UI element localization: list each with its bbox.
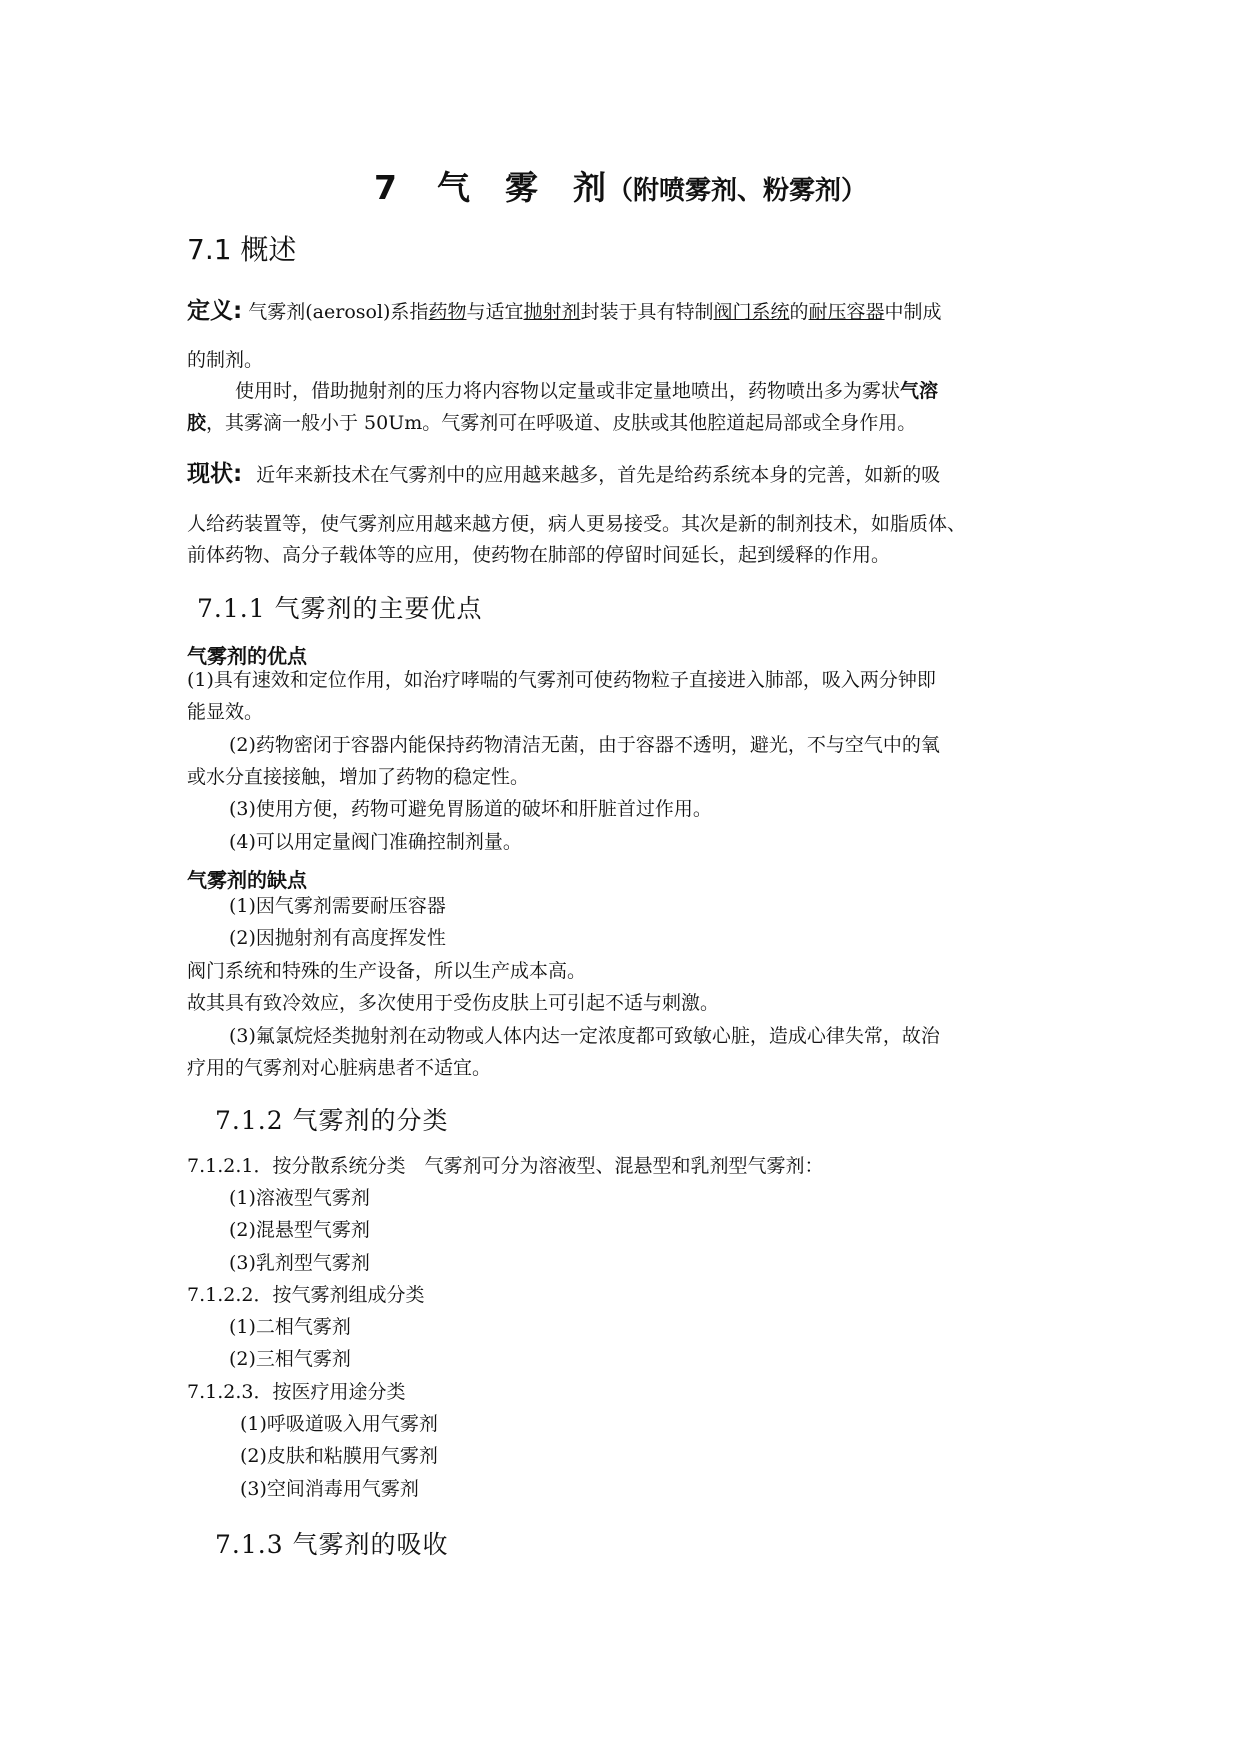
section-heading-7-1-2: 7.1.2 气雾剂的分类: [215, 1106, 449, 1135]
status-line-3: 前体药物、高分子载体等的应用，使药物在肺部的停留时间延长，起到缓释的作用。: [187, 544, 891, 566]
definition-text: 与适宜: [466, 301, 524, 323]
advantage-1-line-1: (1)具有速效和定位作用，如治疗哮喘的气雾剂可使药物粒子直接进入肺部，吸入两分钟即: [187, 669, 936, 691]
title-char-1: 气: [436, 168, 471, 207]
advantage-2-line-2: 或水分直接接触，增加了药物的稳定性。: [187, 766, 530, 788]
advantage-2-line-1: (2)药物密闭于容器内能保持药物清洁无菌，由于容器不透明，避光，不与空气中的氧: [229, 734, 940, 756]
chapter-subtitle: （附喷雾剂、粉雾剂）: [606, 176, 867, 206]
classification-3-item-1: (1)呼吸道吸入用气雾剂: [240, 1413, 438, 1435]
usage-text: ，其雾滴一般小于 50Um。气雾剂可在呼吸道、皮肤或其他腔道起局部或全身作用。: [206, 412, 917, 434]
status-line-2: 人给药装置等，使气雾剂应用越来越方便，病人更易接受。其次是新的制剂技术，如脂质体、: [187, 513, 967, 535]
disadvantages-heading: 气雾剂的缺点: [187, 868, 307, 892]
disadvantage-5-line-1: (3)氟氯烷烃类抛射剂在动物或人体内达一定浓度都可致敏心脏，造成心律失常，故治: [229, 1025, 940, 1047]
usage-text: 使用时，借助抛射剂的压力将内容物以定量或非定量地喷出，药物喷出多为雾状: [235, 380, 901, 402]
aerosol-term: 胶: [187, 412, 207, 434]
definition-line-1: [187, 300, 942, 323]
section-heading-7-1-3: 7.1.3 气雾剂的吸收: [215, 1530, 449, 1559]
definition-text: 的: [789, 301, 809, 323]
advantage-4: (4)可以用定量阀门准确控制剂量。: [229, 831, 522, 853]
definition-line-2: 的制剂。: [187, 349, 264, 371]
status-text: 近年来新技术在气雾剂中的应用越来越多，首先是给药系统本身的完善，如新的吸: [256, 464, 941, 486]
definition-text: 封装于具有特制: [580, 301, 714, 323]
classification-2-item-2: (2)三相气雾剂: [229, 1348, 351, 1370]
usage-line-1: [235, 382, 938, 401]
classification-1-item-3: (3)乳剂型气雾剂: [229, 1252, 370, 1274]
definition-term-propellant: 抛射剂: [523, 301, 581, 323]
advantage-3: (3)使用方便，药物可避免胃肠道的破坏和肝脏首过作用。: [229, 798, 712, 820]
advantage-1-line-2: 能显效。: [187, 701, 264, 723]
disadvantage-4: 故其具有致冷效应，多次使用于受伤皮肤上可引起不适与刺激。: [187, 992, 720, 1014]
aerosol-term: 气溶: [900, 380, 939, 402]
disadvantage-2: (2)因抛射剂有高度挥发性: [229, 927, 446, 949]
status-line-1: [187, 463, 940, 486]
advantages-heading: 气雾剂的优点: [187, 644, 307, 668]
usage-line-2: [187, 414, 916, 433]
definition-term-valve: 阀门系统: [713, 301, 790, 323]
classification-2: 7.1.2.2．按气雾剂组成分类: [187, 1284, 425, 1306]
section-heading-7-1-1: 7.1.1 气雾剂的主要优点: [197, 594, 483, 623]
classification-3: 7.1.2.3．按医疗用途分类: [187, 1381, 406, 1403]
status-label: 现状:: [187, 461, 243, 487]
classification-1-item-1: (1)溶液型气雾剂: [229, 1187, 370, 1209]
definition-text: 气雾剂(aerosol)系指: [248, 301, 429, 323]
chapter-number: 7: [374, 168, 398, 207]
definition-text: 中制成: [884, 301, 942, 323]
section-heading-7-1: 7.1 概述: [187, 233, 297, 266]
definition-label: 定义:: [187, 298, 243, 324]
title-char-3: 剂: [572, 168, 607, 207]
classification-3-item-2: (2)皮肤和粘膜用气雾剂: [240, 1445, 438, 1467]
chapter-title: [0, 162, 1241, 209]
disadvantage-5-line-2: 疗用的气雾剂对心脏病患者不适宜。: [187, 1057, 492, 1079]
classification-1: 7.1.2.1．按分散系统分类 气雾剂可分为溶液型、混悬型和乳剂型气雾剂：: [187, 1155, 824, 1177]
classification-2-item-1: (1)二相气雾剂: [229, 1316, 351, 1338]
disadvantage-3: 阀门系统和特殊的生产设备，所以生产成本高。: [187, 960, 587, 982]
definition-term-drug: 药物: [428, 301, 467, 323]
definition-term-container: 耐压容器: [808, 301, 885, 323]
title-char-2: 雾: [504, 168, 539, 207]
classification-1-item-2: (2)混悬型气雾剂: [229, 1219, 370, 1241]
classification-3-item-3: (3)空间消毒用气雾剂: [240, 1478, 419, 1500]
disadvantage-1: (1)因气雾剂需要耐压容器: [229, 895, 446, 917]
